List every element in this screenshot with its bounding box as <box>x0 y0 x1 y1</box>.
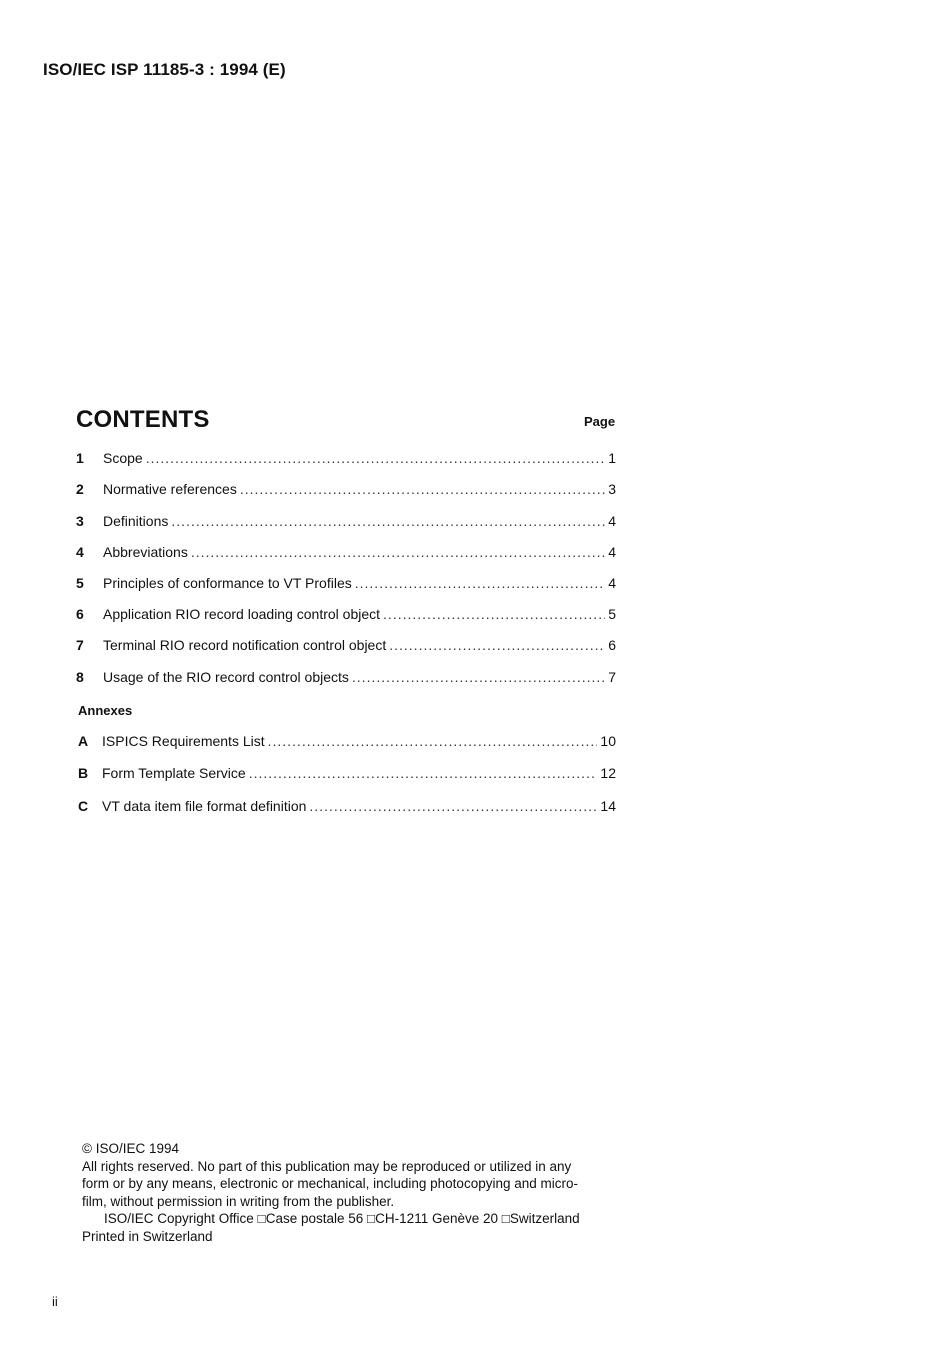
contents-heading: CONTENTS <box>76 406 210 433</box>
rights-reserved-text: form or by any means, electronic or mechanical, including photocopying and micro- <box>82 1176 578 1191</box>
copyright-line: © ISO/IEC 1994 <box>82 1141 179 1156</box>
toc-entry-terminal-rio-notification[interactable] <box>76 637 616 657</box>
toc-entry-number: 6 <box>76 606 84 622</box>
toc-annex-page: 14 <box>600 798 616 814</box>
toc-entry-usage-of-rio[interactable] <box>76 669 616 689</box>
toc-entry-page: 1 <box>608 450 616 466</box>
toc-entry-number: 4 <box>76 544 84 560</box>
toc-entry-number: 1 <box>76 450 84 466</box>
page-column-label: Page <box>584 414 616 429</box>
toc-entry-page: 5 <box>608 606 616 622</box>
toc-entry-page: 4 <box>608 575 616 591</box>
toc-annex-page: 12 <box>600 765 616 781</box>
toc-entry-number: 7 <box>76 637 84 653</box>
toc-entry-page: 4 <box>608 544 616 560</box>
toc-entry-title: Principles of conformance to VT Profiles <box>103 575 352 591</box>
toc-annex-a[interactable] <box>78 733 616 753</box>
toc-entry-principles-of-conformance[interactable] <box>76 575 616 595</box>
copyright-notice <box>82 1140 622 1245</box>
toc-entry-normative-references[interactable] <box>76 481 616 501</box>
toc-entry-page: 3 <box>608 481 616 497</box>
toc-leader-dots <box>146 450 606 466</box>
toc-annex-title: Form Template Service <box>102 765 246 781</box>
annexes-heading: Annexes <box>78 703 133 718</box>
toc-annex-title: ISPICS Requirements List <box>102 733 265 749</box>
toc-annex-title: VT data item file format definition <box>102 798 307 814</box>
rights-reserved-text: film, without permission in writing from the publisher. <box>82 1193 395 1209</box>
toc-entry-number: 2 <box>76 481 84 497</box>
rights-reserved-text: All rights reserved. No part of this publication may be reproduced or utilized in any <box>82 1158 572 1174</box>
toc-leader-dots <box>249 765 598 781</box>
toc-entry-title: Definitions <box>103 513 169 529</box>
toc-entry-definitions[interactable] <box>76 513 616 533</box>
toc-entry-title: Abbreviations <box>103 544 188 560</box>
toc-leader-dots <box>352 669 605 685</box>
toc-leader-dots <box>355 575 605 591</box>
toc-entry-scope[interactable] <box>76 450 616 470</box>
toc-entry-title: Application RIO record loading control object <box>103 606 381 622</box>
page-number: ii <box>52 1294 58 1309</box>
printed-in-text: Printed in Switzerland <box>82 1228 213 1244</box>
copyright-office-address: ISO/IEC Copyright Office □Case postale 56 □CH-1211 Genève 20 □Switzerland <box>104 1211 580 1226</box>
toc-entry-number: 3 <box>76 513 84 529</box>
toc-leader-dots <box>191 544 605 560</box>
toc-leader-dots <box>240 481 605 497</box>
toc-entry-title: Terminal RIO record notification control object <box>103 637 387 653</box>
document-identifier: ISO/IEC ISP 11185-3 : 1994 (E) <box>43 60 286 79</box>
toc-annex-page: 10 <box>600 733 616 749</box>
toc-entry-page: 7 <box>608 669 616 685</box>
toc-annex-letter: C <box>78 798 89 814</box>
toc-leader-dots <box>171 513 605 529</box>
toc-annex-letter: B <box>78 765 89 781</box>
toc-entry-abbreviations[interactable] <box>76 544 616 564</box>
toc-entry-title: Normative references <box>103 481 237 497</box>
toc-annex-letter: A <box>78 733 89 749</box>
toc-entry-title: Usage of the RIO record control objects <box>103 669 349 685</box>
toc-leader-dots <box>389 637 605 653</box>
toc-entry-number: 8 <box>76 669 84 685</box>
toc-entry-page: 4 <box>608 513 616 529</box>
toc-annex-c[interactable] <box>78 798 616 818</box>
toc-leader-dots <box>268 733 598 749</box>
toc-entry-number: 5 <box>76 575 84 591</box>
toc-entry-title: Scope <box>103 450 143 466</box>
toc-entry-page: 6 <box>608 637 616 653</box>
toc-annex-b[interactable] <box>78 765 616 785</box>
toc-leader-dots <box>383 606 605 622</box>
toc-leader-dots <box>309 798 597 814</box>
toc-entry-application-rio-loading[interactable] <box>76 606 616 626</box>
